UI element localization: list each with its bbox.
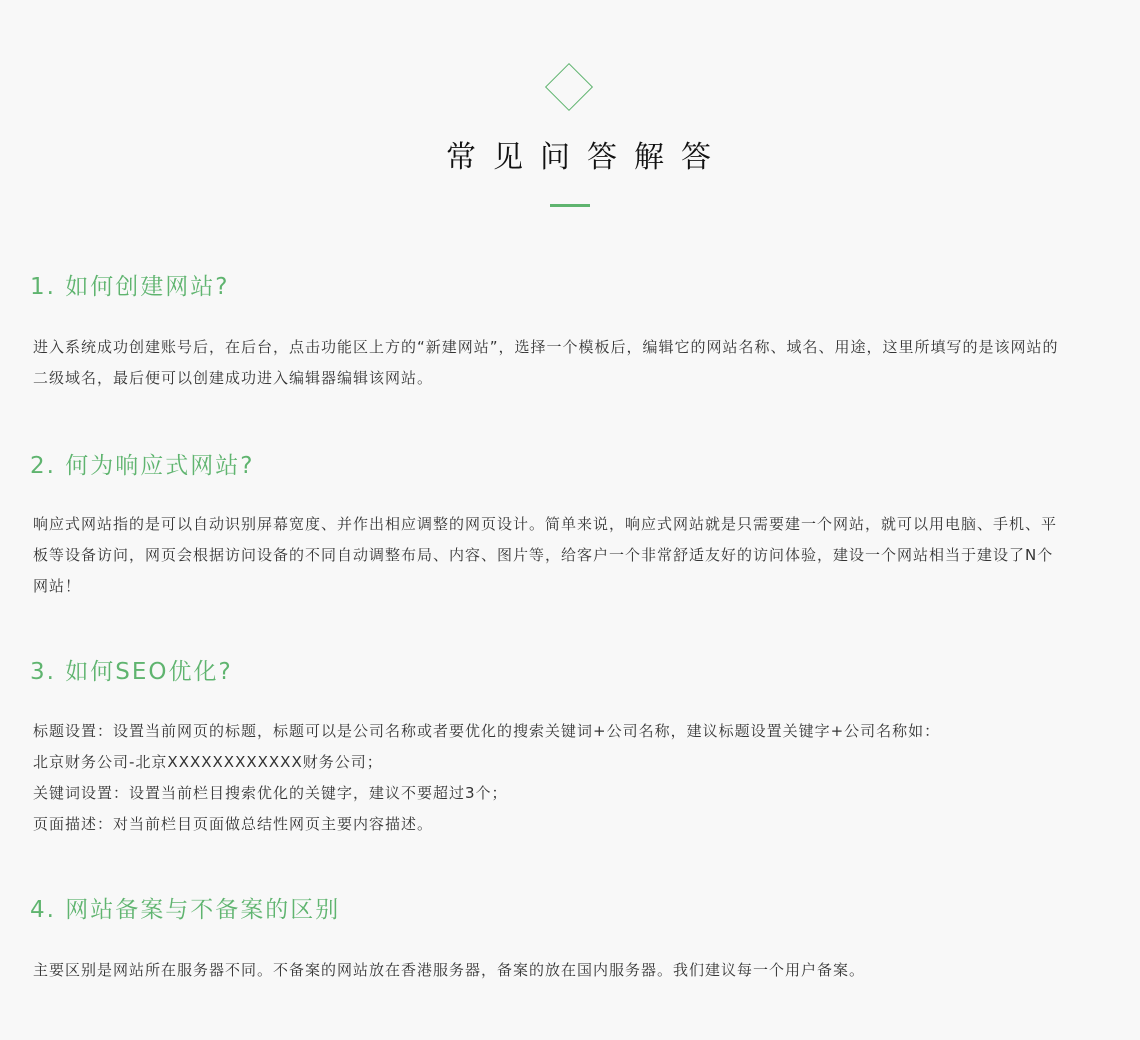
faq-answer-4 [33, 955, 865, 986]
faq-answer-line: 网站！ [33, 577, 82, 595]
title-underline [550, 204, 590, 207]
faq-answer-line: 二级域名，最后便可以创建成功进入编辑器编辑该网站。 [33, 369, 434, 387]
faq-answer-1 [33, 332, 1059, 394]
faq-question-4: 4. 网站备案与不备案的区别 [30, 897, 341, 923]
diamond-outline-icon [545, 63, 593, 111]
faq-answer-line: 进入系统成功创建账号后，在后台，点击功能区上方的“新建网站”，选择一个模板后，编辑它的网站名称、域名、用途，这里所填写的是该网站的 [33, 338, 1059, 356]
faq-question-2: 2. 何为响应式网站? [30, 453, 255, 479]
faq-answer-2 [33, 509, 1057, 602]
faq-answer-line: 关键词设置：设置当前栏目搜索优化的关键字，建议不要超过3个； [33, 784, 508, 802]
faq-answer-line: 标题设置：设置当前网页的标题，标题可以是公司名称或者要优化的搜索关键词+公司名称，建议标题设置关键字+公司名称如： [33, 722, 941, 740]
faq-answer-line: 板等设备访问，网页会根据访问设备的不同自动调整布局、内容、图片等，给客户一个非常舒适友好的访问体验，建设一个网站相当于建设了N个 [33, 546, 1054, 564]
faq-answer-line: 主要区别是网站所在服务器不同。不备案的网站放在香港服务器，备案的放在国内服务器。我们建议每一个用户备案。 [33, 961, 866, 979]
faq-answer-line: 响应式网站指的是可以自动识别屏幕宽度、并作出相应调整的网页设计。简单来说，响应式网站就是只需要建一个网站，就可以用电脑、手机、平 [33, 515, 1058, 533]
faq-answer-line: 页面描述：对当前栏目页面做总结性网页主要内容描述。 [33, 815, 434, 833]
faq-question-1: 1. 如何创建网站? [30, 274, 230, 300]
faq-answer-line: 北京财务公司-北京XXXXXXXXXXXX财务公司； [33, 753, 383, 771]
page-title: 常见问答解答 [446, 140, 728, 175]
faq-answer-3 [33, 716, 940, 840]
faq-question-3: 3. 如何SEO优化? [30, 659, 233, 685]
